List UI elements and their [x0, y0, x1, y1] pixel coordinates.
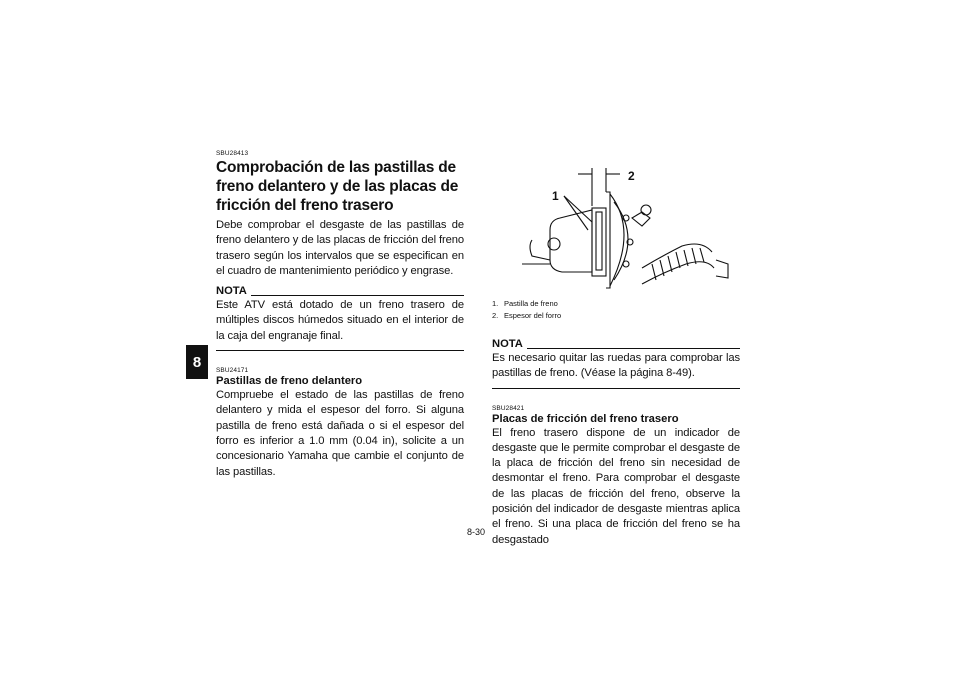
front-pads-paragraph: Compruebe el estado de las pastillas de freno delantero y mida el espesor del forro. Si alguna pastilla de freno está dañada o si el espesor del forro es inferior a 1.0 mm (0.04 in), solicite a un concesionario Yamaha que cambie el conjunto de las pastillas. [216, 389, 464, 478]
caption-text: Espesor del forro [504, 311, 562, 320]
callout-2: 2 [628, 169, 635, 183]
caption-item [492, 310, 561, 322]
page-number: 8-30 [467, 527, 486, 537]
note-header [216, 285, 464, 298]
rear-plates-paragraph: El freno trasero dispone de un indicador de desgaste que le permite comprobar el desgaste de la placa de fricción del freno sin necesidad de desmontar el freno. Para comprobar el desgaste de las placas de fricción del freno, observe la posición del indicador de desgaste mientras aplica el freno. Si una placa de fricción del freno se ha desgastado [492, 426, 740, 546]
section-code: SBU28413 [216, 150, 249, 157]
caliper-drawing [522, 168, 728, 288]
caption-number: 1. [492, 299, 499, 308]
subsection-code: SBU28421 [492, 404, 525, 412]
left-column [216, 150, 464, 480]
note-label: NOTA [216, 285, 247, 298]
chapter-tab: 8 [186, 345, 208, 379]
caption-item [492, 298, 561, 310]
note-text: Es necesario quitar las ruedas para comprobar las pastillas de freno. (Véase la página 8-49). [492, 352, 740, 380]
figure-captions [492, 298, 561, 322]
subsection-title: Pastillas de freno delantero [216, 375, 363, 388]
callout-1: 1 [552, 189, 559, 203]
brake-illustration [492, 160, 742, 292]
note-header [492, 338, 740, 351]
note-rule [251, 295, 464, 296]
note-rule [527, 348, 740, 349]
section-title: Comprobación de las pastillas de freno delantero y de las placas de fricción del freno trasero [216, 159, 459, 214]
caption-text: Pastilla de freno [504, 299, 558, 308]
note-text: Este ATV está dotado de un freno trasero de múltiples discos húmedos situado en el interior de la caja del engranaje final. [216, 299, 464, 342]
subsection-code: SBU24171 [216, 367, 249, 375]
intro-paragraph: Debe comprobar el desgaste de las pastillas de freno delantero y de las placas de fricción del freno trasero según los intervalos que se especifican en el cuadro de mantenimiento periódico y engrase. [216, 219, 464, 277]
right-column [492, 338, 740, 548]
caption-number: 2. [492, 311, 499, 320]
note-label: NOTA [492, 338, 523, 350]
subsection-title: Placas de fricción del freno trasero [492, 412, 679, 425]
